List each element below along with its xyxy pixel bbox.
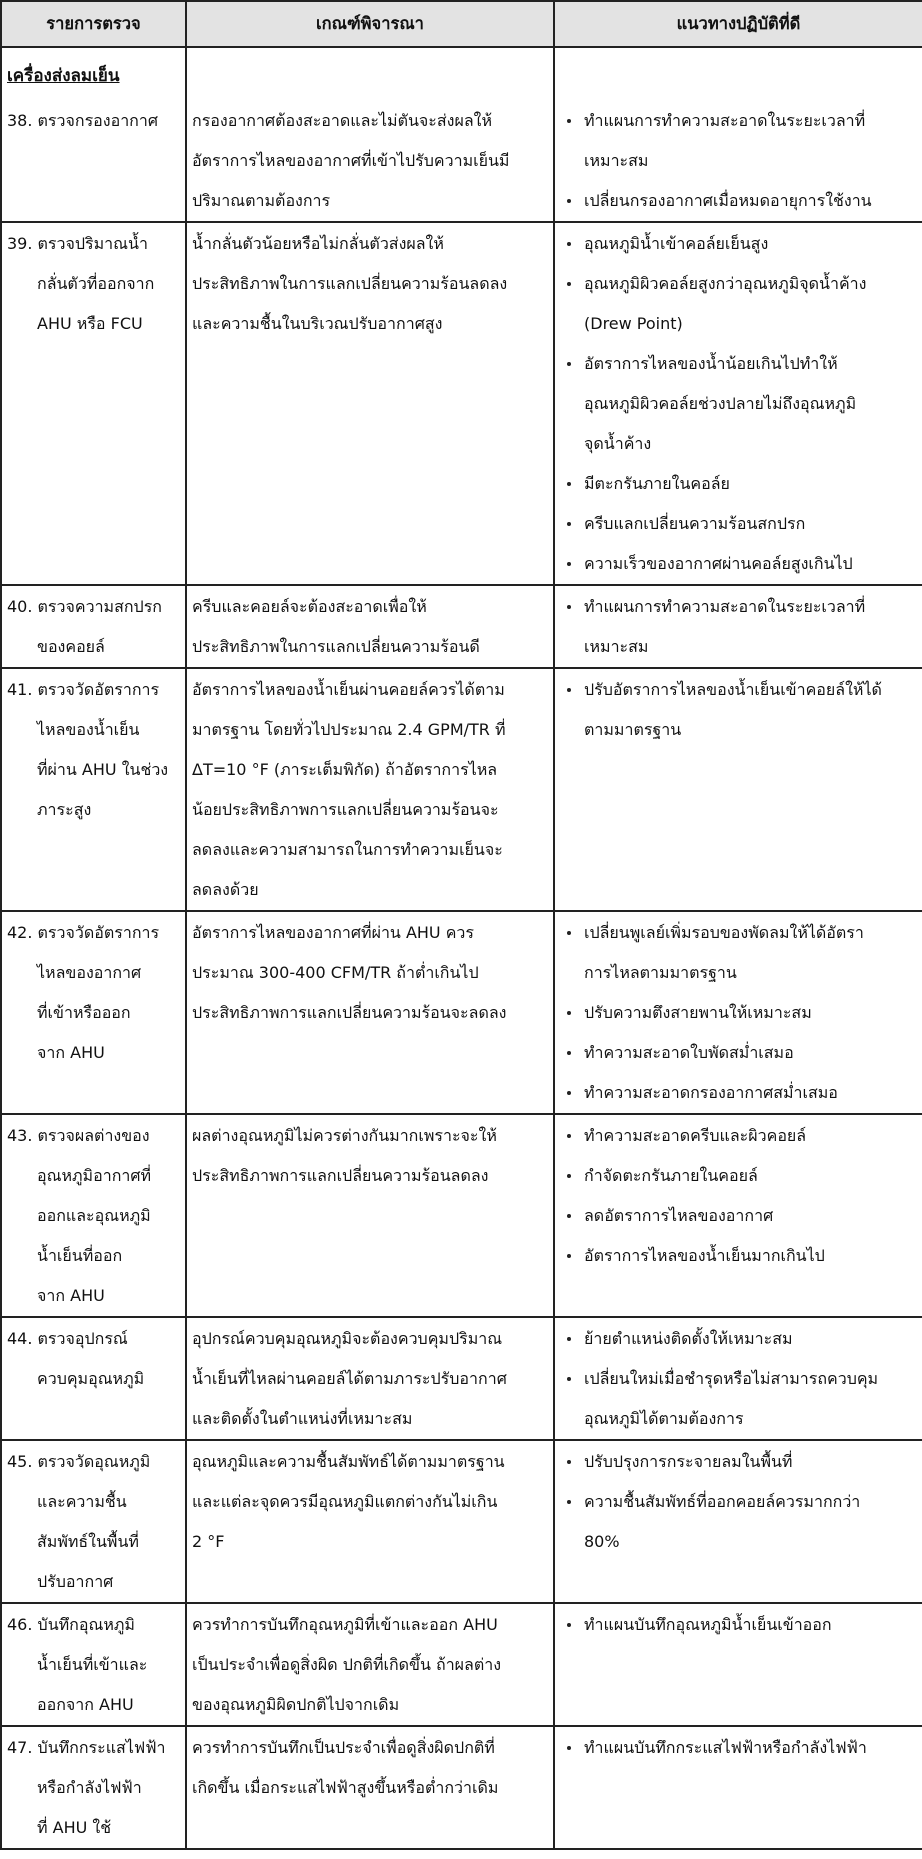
table-row	[1, 222, 922, 585]
inspection-item-line: อุณหภูมิอากาศที่	[37, 1166, 152, 1185]
inspection-item-line: 42. ตรวจวัดอัตราการ	[7, 923, 160, 942]
header-row	[1, 1, 922, 47]
criteria-line: ประสิทธิภาพในการแลกเปลี่ยนความร้อนลดลง	[192, 274, 508, 293]
criteria-line: ประมาณ 300-400 CFM/TR ถ้าต่ำเกินไป	[192, 963, 479, 982]
practice-cell	[554, 100, 922, 222]
practice-line: อุณหภูมิผิวคอล์ยช่วงปลายไม่ถึงอุณหภูมิ	[584, 394, 857, 413]
practice-cell	[554, 585, 922, 668]
inspection-item-line: น้ำเย็นที่เข้าและ	[37, 1655, 148, 1674]
inspection-item	[1, 585, 186, 668]
practice-list	[560, 1442, 917, 1562]
practice-bullet	[560, 181, 917, 221]
table-row	[1, 585, 922, 668]
practice-list	[560, 101, 917, 221]
criteria-line: ปริมาณตามต้องการ	[192, 191, 331, 210]
practice-list	[560, 1605, 917, 1645]
practice-line: ทำแผนการทำความสะอาดในระยะเวลาที่	[584, 597, 866, 616]
inspection-item	[1, 222, 186, 585]
practice-bullet	[560, 913, 917, 993]
practice-bullet	[560, 1728, 917, 1768]
inspection-item-line: 45. ตรวจวัดอุณหภูมิ	[7, 1452, 151, 1471]
inspection-item-line: และความชื้น	[37, 1492, 127, 1511]
section-spacer	[554, 47, 922, 100]
inspection-item-line: 47. บันทึกกระแสไฟฟ้า	[7, 1738, 166, 1757]
criteria-line: น้อยประสิทธิภาพการแลกเปลี่ยนความร้อนจะ	[192, 800, 499, 819]
practice-line: เปลี่ยนกรองอากาศเมื่อหมดอายุการใช้งาน	[584, 191, 872, 210]
practice-line: ตามมาตรฐาน	[584, 720, 682, 739]
criteria-line: และความชื้นในบริเวณปรับอากาศสูง	[192, 314, 443, 333]
inspection-item-line: 46. บันทึกอุณหภูมิ	[7, 1615, 135, 1634]
criteria-line: ของอุณหภูมิผิดปกติไปจากเดิม	[192, 1695, 400, 1714]
practice-line: อุณหภูมิน้ำเข้าคอล์ยเย็นสูง	[584, 234, 769, 253]
inspection-item-line: น้ำเย็นที่ออก	[37, 1246, 123, 1265]
table-row	[1, 1440, 922, 1603]
practice-bullet	[560, 101, 917, 181]
practice-bullet	[560, 1073, 917, 1113]
practice-line: การไหลตามมาตรฐาน	[584, 963, 737, 982]
practice-line: เปลี่ยนใหม่เมื่อชำรุดหรือไม่สามารถควบคุม	[584, 1369, 879, 1388]
section-spacer	[186, 47, 554, 100]
practice-cell	[554, 1317, 922, 1440]
practice-bullet	[560, 264, 917, 344]
criteria-line: เป็นประจำเพื่อดูสิ่งผิด ปกติที่เกิดขึ้น ถ้าผลต่าง	[192, 1655, 502, 1674]
criteria-line: ประสิทธิภาพการแลกเปลี่ยนความร้อนลดลง	[192, 1166, 489, 1185]
practice-line: 80%	[584, 1532, 620, 1551]
practice-bullet	[560, 1116, 917, 1156]
practice-line: ทำแผนการทำความสะอาดในระยะเวลาที่	[584, 111, 866, 130]
inspection-item	[1, 1726, 186, 1849]
practice-line: มีตะกรันภายในคอล์ย	[584, 474, 730, 493]
table-row	[1, 1603, 922, 1726]
criteria-cell	[186, 1726, 554, 1849]
criteria-line: ควรทำการบันทึกเป็นประจำเพื่อดูสิ่งผิดปกติที่	[192, 1738, 495, 1757]
practice-bullet	[560, 1359, 917, 1439]
inspection-item-line: 44. ตรวจอุปกรณ์	[7, 1329, 128, 1348]
practice-list	[560, 913, 917, 1113]
criteria-line: อัตราการไหลของอากาศที่เข้าไปรับความเย็นมี	[192, 151, 510, 170]
practice-line: ย้ายตำแหน่งติดตั้งให้เหมาะสม	[584, 1329, 793, 1348]
practice-list	[560, 224, 917, 584]
inspection-item-line: ที่ AHU ใช้	[37, 1818, 112, 1837]
inspection-item-line: ออกและอุณหภูมิ	[37, 1206, 151, 1225]
practice-bullet	[560, 504, 917, 544]
criteria-line: ประสิทธิภาพการแลกเปลี่ยนความร้อนจะลดลง	[192, 1003, 507, 1022]
criteria-cell	[186, 585, 554, 668]
practice-bullet	[560, 544, 917, 584]
practice-bullet	[560, 993, 917, 1033]
criteria-line: 2 °F	[192, 1532, 225, 1551]
practice-bullet	[560, 1033, 917, 1073]
practice-bullet	[560, 344, 917, 464]
criteria-line: ผลต่างอุณหภูมิไม่ควรต่างกันมากเพราะจะให้	[192, 1126, 497, 1145]
inspection-item	[1, 1114, 186, 1317]
practice-line: กำจัดตะกรันภายในคอยล์	[584, 1166, 758, 1185]
inspection-item-line: ควบคุมอุณหภูมิ	[37, 1369, 145, 1388]
practice-line: ทำแผนบันทึกอุณหภูมิน้ำเย็นเข้าออก	[584, 1615, 832, 1634]
criteria-line: กรองอากาศต้องสะอาดและไม่ตันจะส่งผลให้	[192, 111, 492, 130]
inspection-item-line: หรือกำลังไฟฟ้า	[37, 1778, 142, 1797]
practice-cell	[554, 1726, 922, 1849]
practice-line: ทำความสะอาดครีบและผิวคอยล์	[584, 1126, 807, 1145]
inspection-item-line: สัมพัทธ์ในพื้นที่	[37, 1532, 139, 1551]
practice-list	[560, 670, 917, 750]
criteria-cell	[186, 668, 554, 911]
practice-line: ทำความสะอาดกรองอากาศสม่ำเสมอ	[584, 1083, 838, 1102]
criteria-cell	[186, 1440, 554, 1603]
practice-line: ลดอัตราการไหลของอากาศ	[584, 1206, 774, 1225]
criteria-line: ΔT=10 °F (ภาระเต็มพิกัด) ถ้าอัตราการไหล	[192, 760, 498, 779]
practice-cell	[554, 668, 922, 911]
practice-list	[560, 1116, 917, 1276]
practice-line: เหมาะสม	[584, 151, 649, 170]
inspection-item-line: AHU หรือ FCU	[37, 314, 143, 333]
practice-line: ทำแผนบันทึกกระแสไฟฟ้าหรือกำลังไฟฟ้า	[584, 1738, 867, 1757]
criteria-cell	[186, 222, 554, 585]
table-row	[1, 668, 922, 911]
inspection-item	[1, 100, 186, 222]
table-row	[1, 1114, 922, 1317]
header-criteria: เกณฑ์พิจารณา	[186, 1, 554, 47]
practice-bullet	[560, 1442, 917, 1482]
inspection-item	[1, 1440, 186, 1603]
inspection-item	[1, 668, 186, 911]
table-row	[1, 911, 922, 1114]
practice-bullet	[560, 1236, 917, 1276]
practice-bullet	[560, 1605, 917, 1645]
criteria-line: ประสิทธิภาพในการแลกเปลี่ยนความร้อนดี	[192, 637, 480, 656]
criteria-line: มาตรฐาน โดยทั่วไปประมาณ 2.4 GPM/TR ที่	[192, 720, 506, 739]
practice-line: (Drew Point)	[584, 314, 683, 333]
criteria-line: อัตราการไหลของอากาศที่ผ่าน AHU ควร	[192, 923, 475, 942]
practice-cell	[554, 911, 922, 1114]
inspection-item-line: ปรับอากาศ	[37, 1572, 114, 1591]
practice-line: เหมาะสม	[584, 637, 649, 656]
inspection-item-line: 41. ตรวจวัดอัตราการ	[7, 680, 160, 699]
practice-line: อัตราการไหลของน้ำเย็นมากเกินไป	[584, 1246, 825, 1265]
section-row	[1, 47, 922, 100]
criteria-line: อุณหภูมิและความชื้นสัมพัทธ์ได้ตามมาตรฐาน	[192, 1452, 505, 1471]
criteria-line: น้ำกลั่นตัวน้อยหรือไม่กลั่นตัวส่งผลให้	[192, 234, 444, 253]
practice-line: อุณหภูมิผิวคอล์ยสูงกว่าอุณหภูมิจุดน้ำค้าง	[584, 274, 867, 293]
practice-bullet	[560, 224, 917, 264]
practice-bullet	[560, 1482, 917, 1562]
practice-bullet	[560, 1196, 917, 1236]
practice-line: ความชื้นสัมพัทธ์ที่ออกคอยล์ควรมากกว่า	[584, 1492, 861, 1511]
inspection-item-line: ออกจาก AHU	[37, 1695, 134, 1714]
practice-line: จุดน้ำค้าง	[584, 434, 652, 453]
criteria-line: ลดลงด้วย	[192, 880, 259, 899]
practice-line: ทำความสะอาดใบพัดสม่ำเสมอ	[584, 1043, 794, 1062]
criteria-line: และติดตั้งในตำแหน่งที่เหมาะสม	[192, 1409, 413, 1428]
table-row	[1, 1726, 922, 1849]
criteria-line: ลดลงและความสามารถในการทำความเย็นจะ	[192, 840, 503, 859]
inspection-item-line: 43. ตรวจผลต่างของ	[7, 1126, 150, 1145]
criteria-line: น้ำเย็นที่ไหลผ่านคอยล์ได้ตามภาระปรับอากาศ	[192, 1369, 507, 1388]
inspection-item-line: ที่ผ่าน AHU ในช่วง	[37, 760, 169, 779]
criteria-cell	[186, 1317, 554, 1440]
practice-cell	[554, 1603, 922, 1726]
practice-cell	[554, 1440, 922, 1603]
practice-bullet	[560, 464, 917, 504]
criteria-line: อุปกรณ์ควบคุมอุณหภูมิจะต้องควบคุมปริมาณ	[192, 1329, 503, 1348]
inspection-item-line: จาก AHU	[37, 1043, 105, 1062]
criteria-line: ควรทำการบันทึกอุณหภูมิที่เข้าและออก AHU	[192, 1615, 498, 1634]
criteria-line: ครีบและคอยล์จะต้องสะอาดเพื่อให้	[192, 597, 427, 616]
table-row	[1, 1317, 922, 1440]
practice-line: ปรับอัตราการไหลของน้ำเย็นเข้าคอยล์ให้ได้	[584, 680, 882, 699]
criteria-cell	[186, 1114, 554, 1317]
practice-line: เปลี่ยนพูเลย์เพิ่มรอบของพัดลมให้ได้อัตรา	[584, 923, 864, 942]
inspection-item	[1, 911, 186, 1114]
practice-bullet	[560, 587, 917, 667]
inspection-item-line: 39. ตรวจปริมาณน้ำ	[7, 234, 148, 253]
practice-line: ปรับความตึงสายพานให้เหมาะสม	[584, 1003, 812, 1022]
table-body	[1, 47, 922, 1849]
criteria-cell	[186, 100, 554, 222]
header-inspection-item: รายการตรวจ	[1, 1, 186, 47]
practice-cell	[554, 1114, 922, 1317]
criteria-cell	[186, 1603, 554, 1726]
criteria-line: อัตราการไหลของน้ำเย็นผ่านคอยล์ควรได้ตาม	[192, 680, 505, 699]
practice-line: ครีบแลกเปลี่ยนความร้อนสกปรก	[584, 514, 806, 533]
inspection-item-line: จาก AHU	[37, 1286, 105, 1305]
section-title: เครื่องส่งลมเย็น	[1, 47, 186, 100]
practice-list	[560, 587, 917, 667]
inspection-item-line: ไหลของน้ำเย็น	[37, 720, 140, 739]
inspection-item	[1, 1317, 186, 1440]
practice-line: อุณหภูมิได้ตามต้องการ	[584, 1409, 744, 1428]
inspection-item-line: 38. ตรวจกรองอากาศ	[7, 111, 158, 130]
criteria-line: เกิดขึ้น เมื่อกระแสไฟฟ้าสูงขึ้นหรือต่ำกว่าเดิม	[192, 1778, 499, 1797]
practice-list	[560, 1319, 917, 1439]
practice-line: อัตราการไหลของน้ำน้อยเกินไปทำให้	[584, 354, 838, 373]
practice-line: ความเร็วของอากาศผ่านคอล์ยสูงเกินไป	[584, 554, 853, 573]
criteria-line: และแต่ละจุดควรมีอุณหภูมิแตกต่างกันไม่เกิน	[192, 1492, 498, 1511]
inspection-item-line: ภาระสูง	[37, 800, 92, 819]
inspection-item-line: ที่เข้าหรือออก	[37, 1003, 131, 1022]
inspection-item	[1, 1603, 186, 1726]
inspection-item-line: ของคอยล์	[37, 637, 105, 656]
inspection-item-line: ไหลของอากาศ	[37, 963, 142, 982]
table-row	[1, 100, 922, 222]
header-good-practice: แนวทางปฏิบัติที่ดี	[554, 1, 922, 47]
inspection-item-line: 40. ตรวจความสกปรก	[7, 597, 162, 616]
practice-list	[560, 1728, 917, 1768]
practice-bullet	[560, 1156, 917, 1196]
criteria-cell	[186, 911, 554, 1114]
practice-bullet	[560, 670, 917, 750]
inspection-item-line: กลั่นตัวที่ออกจาก	[37, 274, 155, 293]
practice-bullet	[560, 1319, 917, 1359]
practice-cell	[554, 222, 922, 585]
practice-line: ปรับปรุงการกระจายลมในพื้นที่	[584, 1452, 793, 1471]
